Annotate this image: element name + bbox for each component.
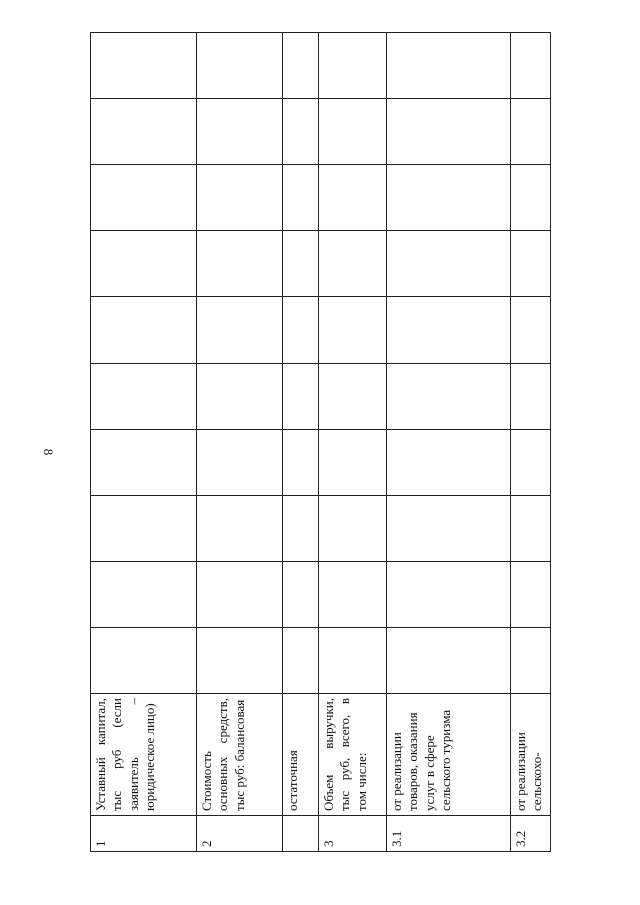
- empty-cell: [283, 495, 319, 561]
- table-row: [91, 33, 197, 852]
- empty-cell: [91, 165, 197, 231]
- empty-cell: [197, 363, 283, 429]
- empty-cell: [511, 627, 551, 693]
- empty-cell: [91, 363, 197, 429]
- empty-cell: [511, 561, 551, 627]
- empty-cell: [91, 297, 197, 363]
- empty-cell: [387, 495, 511, 561]
- row-label-2b: остаточная: [283, 694, 319, 816]
- empty-cell: [197, 297, 283, 363]
- empty-cell: [319, 33, 387, 99]
- row-number-3-2: 3.2: [511, 816, 551, 852]
- empty-cell: [511, 33, 551, 99]
- empty-cell: [91, 429, 197, 495]
- table-row: [283, 33, 319, 852]
- table-row: [511, 33, 551, 852]
- empty-cell: [197, 99, 283, 165]
- empty-cell: [511, 429, 551, 495]
- empty-cell: [283, 231, 319, 297]
- empty-cell: [387, 165, 511, 231]
- empty-cell: [283, 33, 319, 99]
- empty-cell: [197, 495, 283, 561]
- empty-cell: [91, 231, 197, 297]
- empty-cell: [283, 561, 319, 627]
- empty-cell: [511, 165, 551, 231]
- empty-cell: [511, 363, 551, 429]
- empty-cell: [387, 231, 511, 297]
- row-label-3-1: от реализации товаров, оказания услуг в сфере сельского туризма: [387, 694, 511, 816]
- empty-cell: [387, 33, 511, 99]
- empty-cell: [283, 297, 319, 363]
- empty-cell: [283, 429, 319, 495]
- empty-cell: [319, 165, 387, 231]
- empty-cell: [511, 231, 551, 297]
- empty-cell: [387, 627, 511, 693]
- empty-cell: [283, 363, 319, 429]
- empty-cell: [91, 561, 197, 627]
- row-number-3-1: 3.1: [387, 816, 511, 852]
- empty-cell: [319, 627, 387, 693]
- row-number-2b: [283, 816, 319, 852]
- indicators-table: [90, 32, 551, 852]
- row-number-1: 1: [91, 816, 197, 852]
- empty-cell: [319, 429, 387, 495]
- empty-cell: [91, 99, 197, 165]
- empty-cell: [387, 561, 511, 627]
- empty-cell: [91, 495, 197, 561]
- empty-cell: [319, 297, 387, 363]
- table-row: [197, 33, 283, 852]
- empty-cell: [283, 99, 319, 165]
- empty-cell: [319, 99, 387, 165]
- empty-cell: [197, 429, 283, 495]
- row-label-1: Уставный капитал, тыс руб (если заявитель – юридическое лицо): [91, 694, 197, 816]
- empty-cell: [197, 561, 283, 627]
- empty-cell: [319, 495, 387, 561]
- empty-cell: [283, 627, 319, 693]
- row-number-3: 3: [319, 816, 387, 852]
- empty-cell: [387, 363, 511, 429]
- row-number-2: 2: [197, 816, 283, 852]
- empty-cell: [511, 297, 551, 363]
- empty-cell: [197, 165, 283, 231]
- empty-cell: [319, 561, 387, 627]
- row-label-3-2: от реализации сельскохо-: [511, 694, 551, 816]
- empty-cell: [197, 627, 283, 693]
- empty-cell: [91, 33, 197, 99]
- empty-cell: [283, 165, 319, 231]
- empty-cell: [319, 231, 387, 297]
- empty-cell: [387, 99, 511, 165]
- row-label-2: Стоимость основных средств, тыс руб: балансовая: [197, 694, 283, 816]
- page-number: 8: [41, 448, 56, 456]
- empty-cell: [511, 99, 551, 165]
- rotated-table-area: [90, 32, 550, 852]
- empty-cell: [511, 495, 551, 561]
- empty-cell: [197, 33, 283, 99]
- table-row: [387, 33, 511, 852]
- empty-cell: [387, 297, 511, 363]
- row-label-3: Объем выручки, тыс руб, всего, в том числе:: [319, 694, 387, 816]
- empty-cell: [197, 231, 283, 297]
- empty-cell: [387, 429, 511, 495]
- empty-cell: [91, 627, 197, 693]
- empty-cell: [319, 363, 387, 429]
- table-row: [319, 33, 387, 852]
